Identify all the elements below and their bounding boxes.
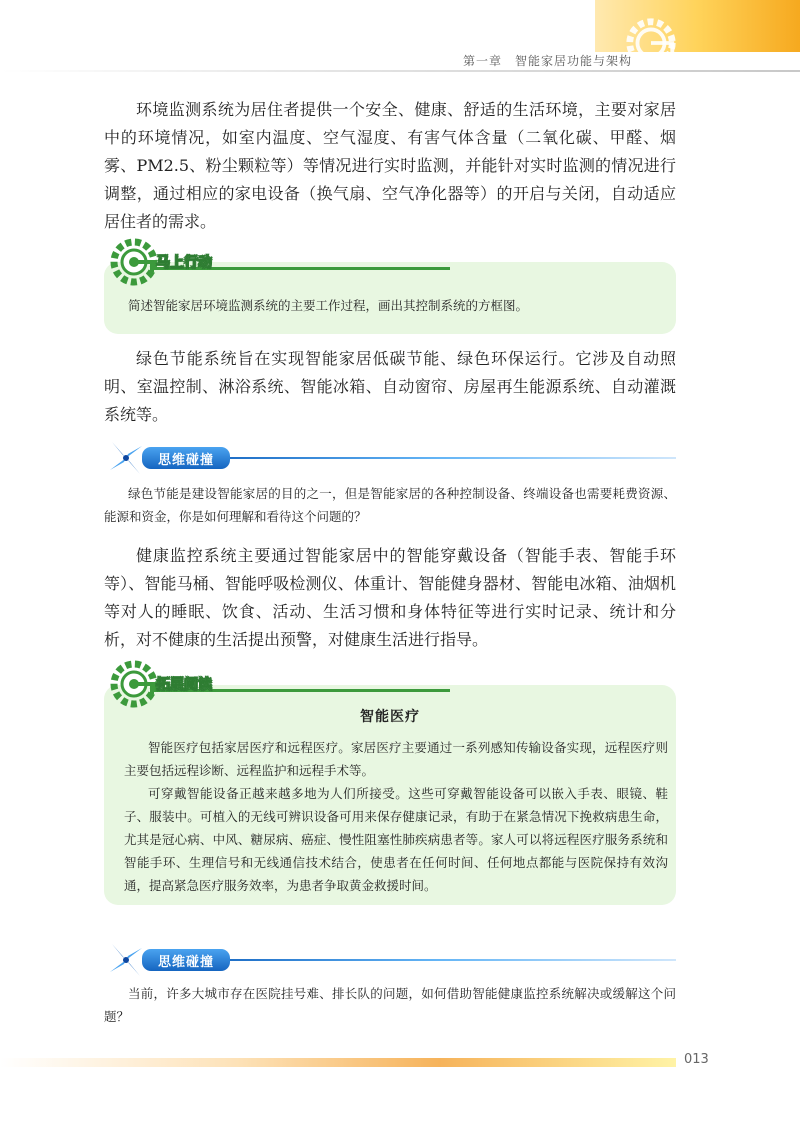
reading-paragraph-2: 可穿戴智能设备正越来越多地为人们所接受。这些可穿戴智能设备可以嵌入手表、眼镜、鞋子、服装中。可植入的无线可辨识设备可用来保存健康记录，有助于在紧急情况下挽救病患生命，尤其是冠心病、中风、糖尿病、癌症、慢性阻塞性肺疾病患者等。家人可以将远程医疗服务系统和智能手环、生理信号和无线通信技术结合，使患者在任何时间、任何地点都能与医院保持有效沟通，提高紧急医疗服务效率，为患者争取黄金救援时间。 (124, 786, 668, 893)
paragraph-env-monitoring: 环境监测系统为居住者提供一个安全、健康、舒适的生活环境，主要对家居中的环境情况，如室内温度、空气湿度、有害气体含量（二氧化碳、甲醛、烟雾、PM2.5、粉尘颗粒等）等情况进行实时监测，并能针对实时监测的情况进行调整，通过相应的家电设备（换气扇、空气净化器等）的开启与关闭，自动适应居住者的需求。 (104, 100, 676, 231)
footer-bar (0, 1058, 676, 1067)
action-badge (108, 236, 212, 288)
pinwheel-icon (106, 436, 146, 480)
gear-icon (108, 658, 160, 710)
think-badge-label-1: 思维碰撞 (158, 452, 215, 468)
think-text-2: 当前，许多大城市存在医院挂号难、排长队的问题，如何借助智能健康监控系统解决或缓解这个问题？ (104, 986, 676, 1024)
reading-paragraph-1: 智能医疗包括家居医疗和远程医疗。家居医疗主要通过一系列感知传输设备实现，远程医疗则主要包括远程诊断、远程监护和远程手术等。 (124, 740, 668, 778)
think-badge-1 (106, 436, 230, 480)
think-rule-1 (200, 457, 676, 459)
action-text: 简述智能家居环境监测系统的主要工作过程，画出其控制系统的方框图。 (128, 298, 529, 313)
gear-icon (108, 236, 160, 288)
pinwheel-icon (106, 938, 146, 982)
think-rule-2 (200, 959, 676, 961)
header-rule (0, 70, 800, 72)
chapter-title: 第一章 智能家居功能与架构 (462, 54, 632, 68)
action-badge-label: 马上行动 (156, 255, 212, 271)
think-text-1: 绿色节能是建设智能家居的目的之一，但是智能家居的各种控制设备、终端设备也需要耗费资源、能源和资金，你是如何理解和看待这个问题的？ (104, 486, 676, 524)
paragraph-health-monitoring: 健康监控系统主要通过智能家居中的智能穿戴设备（智能手表、智能手环等）、智能马桶、智能呼吸检测仪、体重计、智能健身器材、智能电冰箱、油烟机等对人的睡眠、饮食、活动、生活习惯和身体特征等进行实时记录、统计和分析，对不健康的生活提出预警，对健康生活进行指导。 (104, 546, 676, 649)
page-number: 013 (684, 1052, 709, 1067)
reading-badge-label: 拓展阅读 (156, 677, 212, 693)
think-badge-label-2: 思维碰撞 (158, 954, 215, 970)
reading-badge (108, 658, 212, 710)
reading-title: 智能医疗 (360, 709, 420, 725)
think-pill-1 (142, 447, 230, 469)
paragraph-green-energy: 绿色节能系统旨在实现智能家居低碳节能、绿色环保运行。它涉及自动照明、室温控制、淋浴系统、智能冰箱、自动窗帘、房屋再生能源系统、自动灌溉系统等。 (104, 349, 676, 424)
think-pill-2 (142, 949, 230, 971)
think-badge-2 (106, 938, 230, 982)
